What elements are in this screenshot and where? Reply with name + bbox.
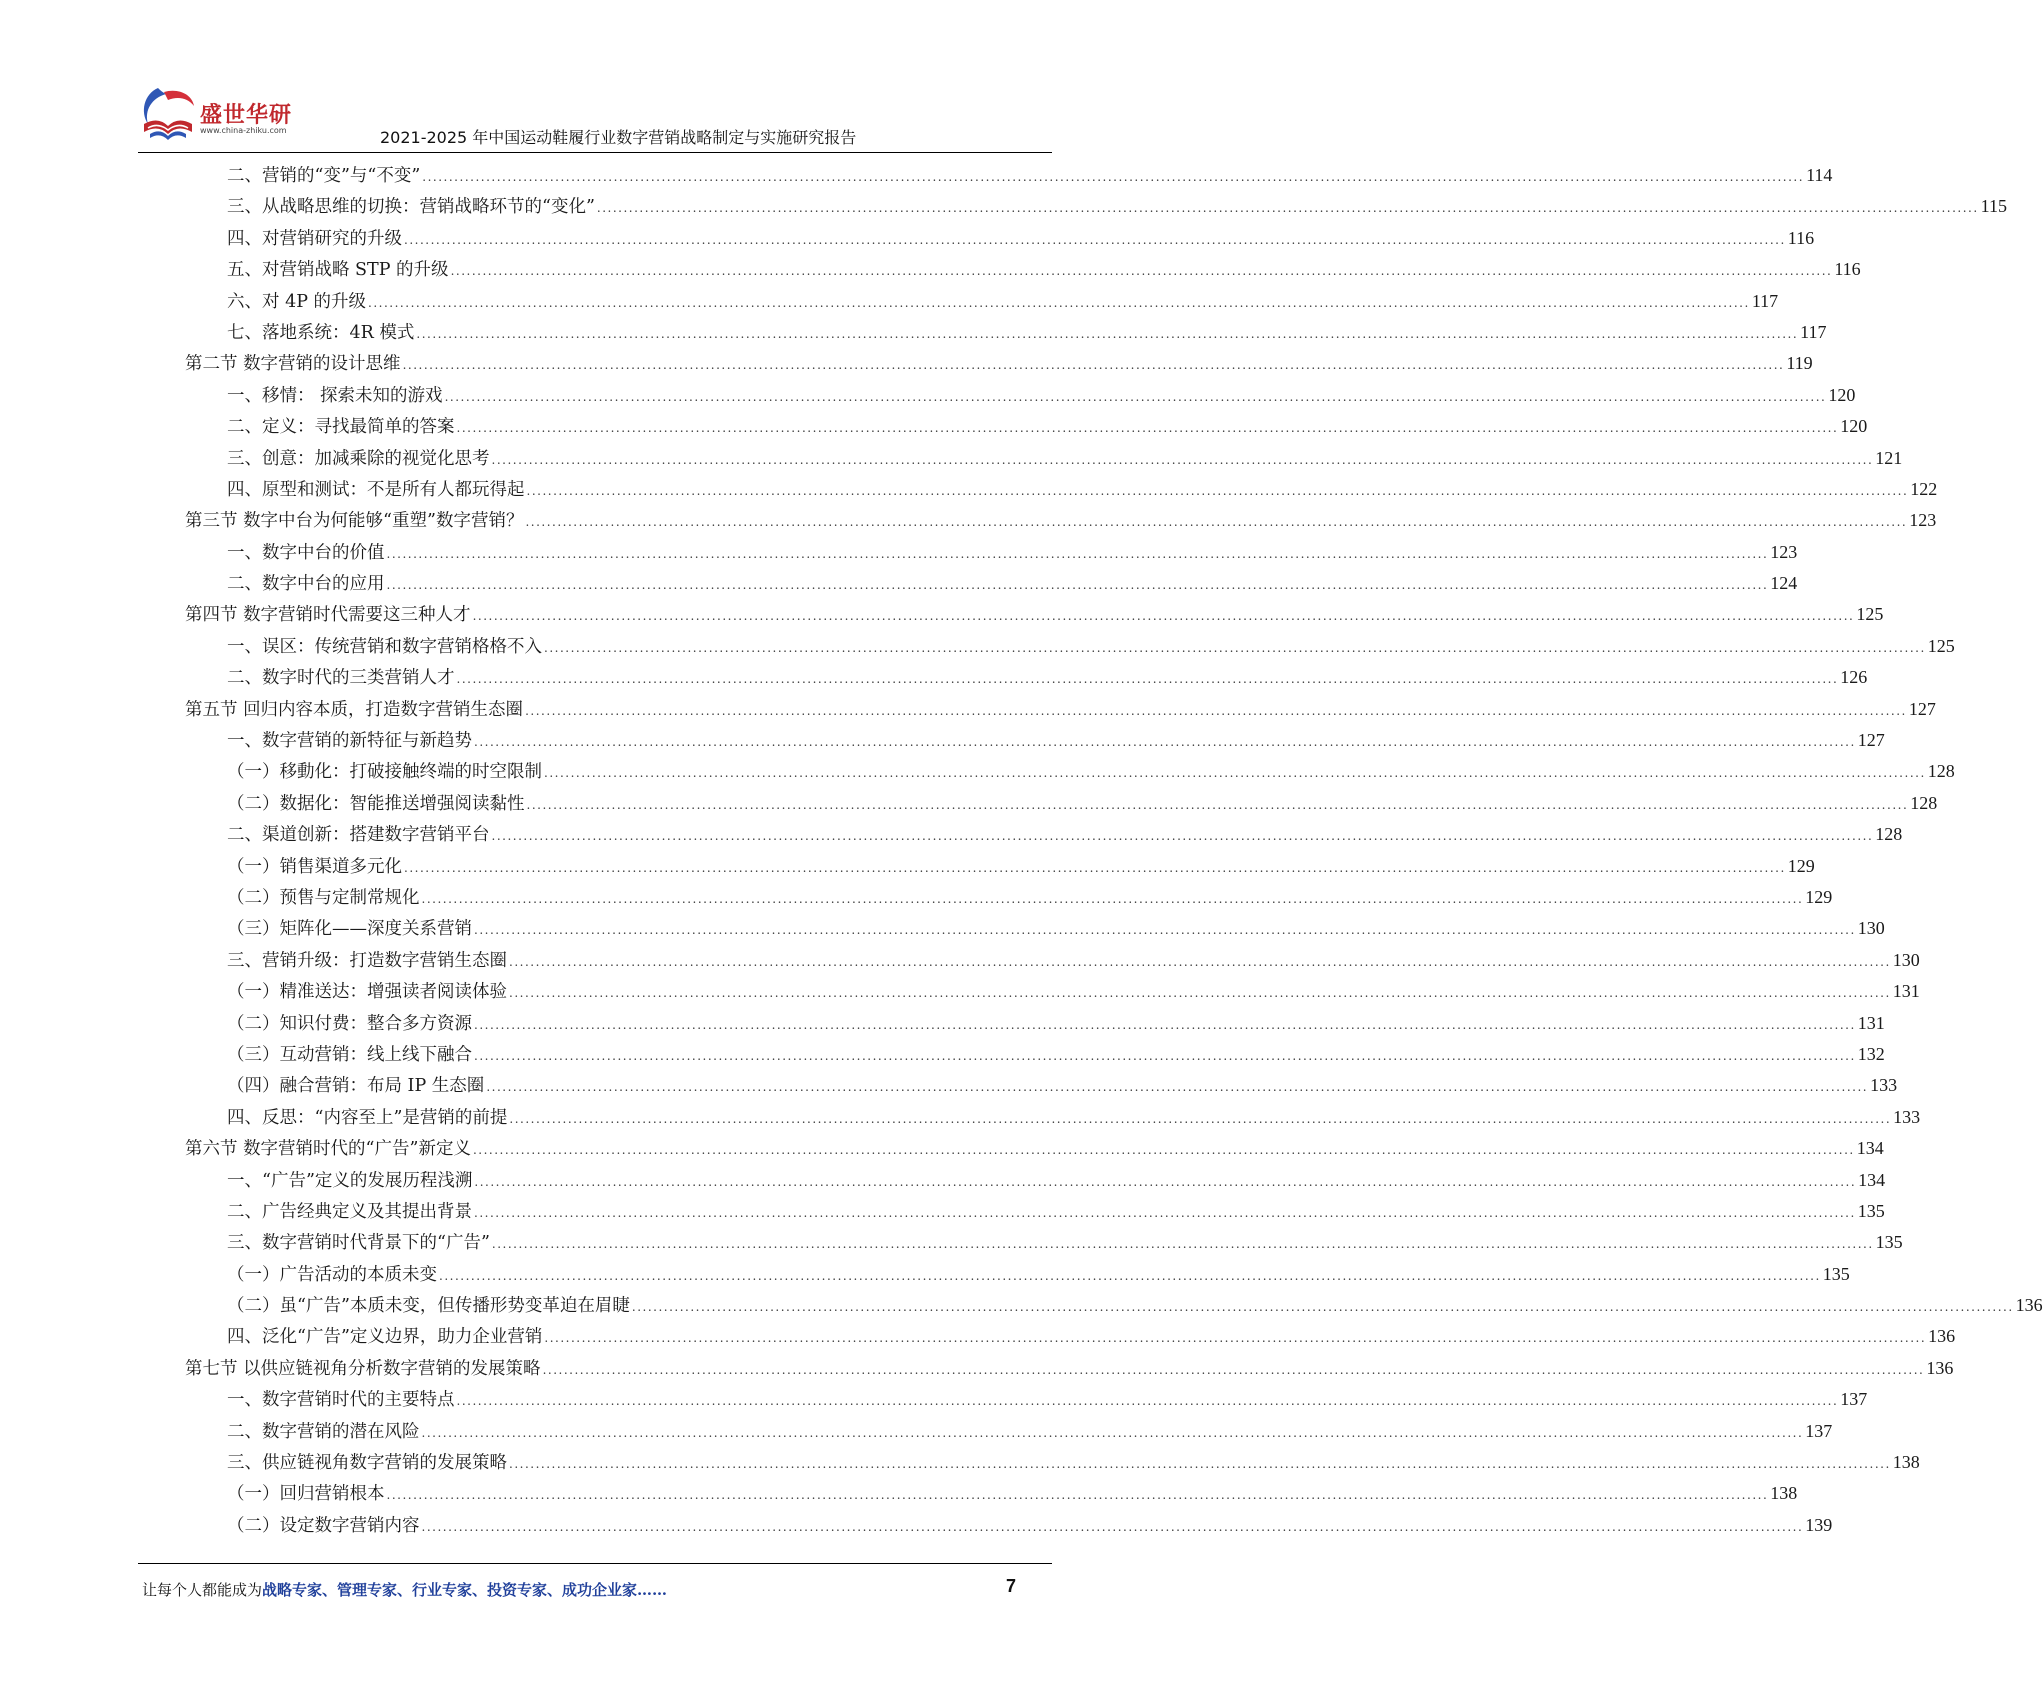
toc-dot-leader: ....................................................................................................................................................................................................................................................................	[544, 766, 1926, 781]
toc-entry-title: （一）回归营销根本	[227, 1484, 385, 1505]
toc-dot-leader: ....................................................................................................................................................................................................................................................................	[386, 578, 1769, 593]
toc-entry-title: 第六节 数字营销时代的“广告”新定义	[185, 1139, 471, 1160]
toc-page-number: 117	[1800, 321, 1827, 342]
toc-entry[interactable]	[185, 1227, 1903, 1258]
toc-dot-leader: ....................................................................................................................................................................................................................................................................	[474, 1174, 1857, 1189]
toc-entry-title: 二、数字时代的三类营销人才	[227, 668, 455, 689]
toc-entry[interactable]	[185, 568, 1798, 599]
toc-dot-leader: ....................................................................................................................................................................................................................................................................	[404, 860, 1786, 875]
toc-dot-leader: ....................................................................................................................................................................................................................................................................	[456, 672, 1839, 687]
toc-dot-leader: ....................................................................................................................................................................................................................................................................	[526, 483, 1909, 498]
toc-entry[interactable]	[185, 1510, 1833, 1541]
toc-entry-title: （一）精准送达：增强读者阅读体验	[227, 982, 507, 1003]
toc-page-number: 134	[1856, 1138, 1884, 1159]
toc-entry[interactable]	[185, 756, 1955, 787]
footer-slogan-highlight: 战略专家、管理专家、行业专家、投资专家、成功企业家……	[262, 1581, 668, 1599]
toc-page-number: 129	[1805, 886, 1833, 907]
toc-dot-leader: ....................................................................................................................................................................................................................................................................	[421, 891, 1804, 906]
toc-dot-leader: ....................................................................................................................................................................................................................................................................	[474, 923, 1856, 938]
toc-dot-leader: ....................................................................................................................................................................................................................................................................	[544, 640, 1926, 655]
toc-entry[interactable]	[185, 160, 1833, 191]
toc-entry[interactable]	[185, 725, 1885, 756]
toc-page-number: 128	[1875, 824, 1903, 845]
toc-dot-leader: ....................................................................................................................................................................................................................................................................	[491, 452, 1874, 467]
toc-dot-leader: ....................................................................................................................................................................................................................................................................	[421, 1519, 1804, 1534]
toc-page-number: 128	[1910, 792, 1938, 813]
toc-dot-leader: ....................................................................................................................................................................................................................................................................	[486, 1080, 1869, 1095]
toc-page-number: 125	[1927, 635, 1955, 656]
toc-page-number: 135	[1857, 1200, 1885, 1221]
toc-page-number: 116	[1834, 259, 1861, 280]
toc-entry-title: 第五节 回归内容本质，打造数字营销生态圈	[185, 699, 524, 720]
toc-entry-title: 五、对营销战略 STP 的升级	[227, 260, 449, 281]
toc-entry-title: 第七节 以供应链视角分析数字营销的发展策略	[185, 1358, 541, 1379]
toc-page-number: 131	[1857, 1012, 1885, 1033]
toc-entry[interactable]	[185, 662, 1868, 693]
toc-entry-title: 三、从战略思维的切换：营销战略环节的“变化”	[227, 197, 595, 218]
table-of-contents	[185, 160, 2043, 1541]
page-number: 7	[1006, 1576, 1017, 1596]
toc-dot-leader: ....................................................................................................................................................................................................................................................................	[474, 1048, 1856, 1063]
toc-page-number: 133	[1893, 1106, 1921, 1127]
toc-dot-leader: ....................................................................................................................................................................................................................................................................	[525, 515, 1908, 530]
toc-entry[interactable]	[185, 1447, 1920, 1478]
toc-entry-title: 一、数字中台的价值	[227, 542, 385, 563]
toc-dot-leader: ....................................................................................................................................................................................................................................................................	[472, 1143, 1855, 1158]
toc-entry[interactable]	[185, 254, 1861, 285]
toc-section-entry[interactable]	[185, 1133, 1884, 1164]
footer-divider	[138, 1563, 1052, 1564]
toc-entry-title: 三、创意：加减乘除的视觉化思考	[227, 448, 490, 469]
toc-entry-title: 七、落地系统：4R 模式	[227, 322, 415, 343]
toc-entry-title: 二、数字中台的应用	[227, 574, 385, 595]
toc-entry-title: 二、渠道创新：搭建数字营销平台	[227, 825, 490, 846]
toc-page-number: 134	[1858, 1169, 1886, 1190]
toc-dot-leader: ....................................................................................................................................................................................................................................................................	[444, 389, 1827, 404]
toc-page-number: 135	[1822, 1263, 1850, 1284]
toc-dot-leader: ....................................................................................................................................................................................................................................................................	[491, 829, 1874, 844]
toc-dot-leader: ....................................................................................................................................................................................................................................................................	[474, 1205, 1856, 1220]
toc-dot-leader: ....................................................................................................................................................................................................................................................................	[526, 797, 1909, 812]
toc-entry[interactable]	[185, 1259, 1850, 1290]
toc-page-number: 116	[1787, 227, 1815, 248]
toc-page-number: 136	[1928, 1326, 1956, 1347]
toc-entry-title: （二）设定数字营销内容	[227, 1515, 420, 1536]
toc-dot-leader: ....................................................................................................................................................................................................................................................................	[509, 1111, 1892, 1126]
toc-entry-title: 一、“广告”定义的发展历程浅溯	[227, 1170, 473, 1191]
toc-entry-title: 三、营销升级：打造数字营销生态圈	[227, 950, 507, 971]
toc-entry-title: （四）融合营销：布局 IP 生态圈	[227, 1076, 485, 1097]
toc-page-number: 115	[1980, 196, 2008, 217]
toc-page-number: 129	[1787, 855, 1815, 876]
toc-entry[interactable]	[185, 1416, 1833, 1447]
logo-name: 盛世华研	[200, 103, 293, 128]
toc-page-number: 131	[1892, 981, 1920, 1002]
toc-page-number: 127	[1908, 698, 1936, 719]
toc-entry-title: （一）广告活动的本质未变	[227, 1264, 437, 1285]
header-divider	[138, 152, 1052, 153]
toc-entry[interactable]	[185, 913, 1885, 944]
toc-entry-title: （三）矩阵化——深度关系营销	[227, 919, 472, 940]
toc-entry[interactable]	[185, 882, 1833, 913]
toc-page-number: 124	[1770, 573, 1798, 594]
toc-page-number: 121	[1875, 447, 1903, 468]
toc-entry-title: 二、广告经典定义及其提出背景	[227, 1201, 472, 1222]
toc-entry-title: 四、对营销研究的升级	[227, 228, 402, 249]
toc-entry[interactable]	[185, 286, 1779, 317]
toc-dot-leader: ....................................................................................................................................................................................................................................................................	[474, 735, 1856, 750]
toc-entry-title: （二）数据化：智能推送增强阅读黏性	[227, 793, 525, 814]
toc-entry-title: （二）知识付费：整合多方资源	[227, 1013, 472, 1034]
toc-dot-leader: ....................................................................................................................................................................................................................................................................	[544, 1331, 1927, 1346]
toc-dot-leader: ....................................................................................................................................................................................................................................................................	[402, 358, 1785, 373]
toc-entry[interactable]	[185, 443, 1903, 474]
footer-slogan	[142, 1579, 667, 1600]
toc-entry[interactable]	[185, 380, 1856, 411]
toc-page-number: 117	[1751, 290, 1779, 311]
toc-page-number: 130	[1857, 918, 1885, 939]
toc-entry-title: （一）销售渠道多元化	[227, 856, 402, 877]
toc-entry[interactable]	[185, 1008, 1885, 1039]
toc-entry[interactable]	[185, 411, 1868, 442]
toc-page-number: 123	[1909, 510, 1937, 531]
toc-entry[interactable]	[185, 223, 1815, 254]
toc-dot-leader: ....................................................................................................................................................................................................................................................................	[439, 1268, 1821, 1283]
toc-section-entry[interactable]	[185, 1353, 1954, 1384]
toc-dot-leader: ....................................................................................................................................................................................................................................................................	[404, 232, 1786, 247]
toc-dot-leader: ....................................................................................................................................................................................................................................................................	[368, 295, 1750, 310]
toc-entry[interactable]	[185, 317, 1827, 348]
toc-dot-leader: ....................................................................................................................................................................................................................................................................	[422, 170, 1805, 184]
toc-page-number: 122	[1910, 478, 1938, 499]
toc-page-number: 136	[1926, 1357, 1954, 1378]
toc-page-number: 133	[1870, 1075, 1898, 1096]
toc-page-number: 123	[1770, 541, 1798, 562]
logo-url: www.china-zhiku.com	[200, 126, 287, 135]
toc-section-entry[interactable]	[185, 505, 1937, 536]
toc-entry[interactable]	[185, 631, 1955, 662]
footer-slogan-prefix: 让每个人都能成为	[142, 1581, 263, 1599]
toc-entry[interactable]	[185, 1165, 1886, 1196]
toc-page-number: 136	[2015, 1295, 2043, 1316]
book-logo-icon	[138, 84, 198, 146]
toc-dot-leader: ....................................................................................................................................................................................................................................................................	[386, 546, 1769, 561]
toc-entry-title: 二、营销的“变”与“不变”	[227, 166, 421, 186]
toc-entry-title: 四、反思：“内容至上”是营销的前提	[227, 1107, 508, 1128]
toc-dot-leader: ....................................................................................................................................................................................................................................................................	[509, 986, 1891, 1001]
toc-dot-leader: ....................................................................................................................................................................................................................................................................	[386, 1488, 1769, 1503]
toc-section-entry[interactable]	[185, 599, 1884, 630]
toc-page-number: 127	[1857, 730, 1885, 751]
toc-entry-title: （二）虽“广告”本质未变，但传播形势变革迫在眉睫	[227, 1296, 630, 1317]
toc-dot-leader: ....................................................................................................................................................................................................................................................................	[509, 954, 1891, 969]
toc-dot-leader: ....................................................................................................................................................................................................................................................................	[491, 1237, 1874, 1252]
report-title: 2021-2025 年中国运动鞋履行业数字营销战略制定与实施研究报告	[380, 128, 857, 147]
toc-dot-leader: ....................................................................................................................................................................................................................................................................	[416, 326, 1799, 341]
toc-page-number: 138	[1892, 1452, 1920, 1473]
toc-entry[interactable]	[185, 1102, 1921, 1133]
toc-page-number: 126	[1840, 667, 1868, 688]
toc-entry-title: 第二节 数字营销的设计思维	[185, 354, 401, 375]
toc-entry-title: 一、数字营销的新特征与新趋势	[227, 731, 472, 752]
toc-entry[interactable]	[185, 851, 1815, 882]
toc-page-number: 128	[1927, 761, 1955, 782]
toc-entry-title: 第四节 数字营销时代需要这三种人才	[185, 605, 471, 626]
toc-entry[interactable]	[185, 1070, 1898, 1101]
toc-entry[interactable]	[185, 1196, 1885, 1227]
toc-entry-title: 三、供应链视角数字营销的发展策略	[227, 1453, 507, 1474]
toc-page-number: 114	[1806, 165, 1833, 185]
toc-entry-title: （二）预售与定制常规化	[227, 887, 420, 908]
toc-entry-title: 三、数字营销时代背景下的“广告”	[227, 1233, 490, 1254]
toc-page-number: 130	[1892, 949, 1920, 970]
toc-entry[interactable]	[185, 1321, 1956, 1352]
toc-entry[interactable]	[185, 945, 1920, 976]
toc-page-number: 125	[1856, 604, 1884, 625]
toc-entry-title: 二、定义：寻找最简单的答案	[227, 417, 455, 438]
toc-entry-title: 四、泛化“广告”定义边界，助力企业营销	[227, 1327, 543, 1348]
toc-dot-leader: ....................................................................................................................................................................................................................................................................	[474, 1017, 1856, 1032]
toc-page-number: 137	[1805, 1420, 1833, 1441]
toc-entry[interactable]	[185, 191, 2008, 222]
toc-entry[interactable]	[185, 1290, 2043, 1321]
toc-entry-title: （三）互动营销：线上线下融合	[227, 1044, 472, 1065]
toc-dot-leader: ....................................................................................................................................................................................................................................................................	[421, 1425, 1804, 1440]
toc-entry[interactable]	[185, 1039, 1885, 1070]
toc-page-number: 119	[1786, 353, 1813, 374]
toc-entry[interactable]	[185, 1384, 1868, 1415]
toc-page-number: 120	[1828, 384, 1856, 405]
toc-section-entry[interactable]	[185, 348, 1813, 379]
toc-dot-leader: ....................................................................................................................................................................................................................................................................	[456, 421, 1839, 436]
toc-entry-title: 四、原型和测试：不是所有人都玩得起	[227, 479, 525, 500]
toc-page-number: 135	[1875, 1232, 1903, 1253]
toc-page-number: 120	[1840, 416, 1868, 437]
toc-dot-leader: ....................................................................................................................................................................................................................................................................	[596, 201, 1979, 216]
toc-entry-title: （一）移動化：打破接触终端的时空限制	[227, 762, 542, 783]
toc-entry[interactable]	[185, 537, 1798, 568]
toc-entry[interactable]	[185, 819, 1903, 850]
company-logo	[138, 84, 303, 150]
toc-entry-title: 一、移情： 探索未知的游戏	[227, 385, 443, 406]
toc-entry-title: 一、数字营销时代的主要特点	[227, 1390, 455, 1411]
toc-dot-leader: ....................................................................................................................................................................................................................................................................	[631, 1300, 2014, 1315]
toc-dot-leader: ....................................................................................................................................................................................................................................................................	[509, 1457, 1891, 1472]
toc-page-number: 139	[1805, 1514, 1833, 1535]
toc-page-number: 132	[1857, 1043, 1885, 1064]
toc-entry[interactable]	[185, 1478, 1798, 1509]
toc-section-entry[interactable]	[185, 694, 1936, 725]
toc-entry[interactable]	[185, 976, 1920, 1007]
toc-entry-title: 二、数字营销的潜在风险	[227, 1421, 420, 1442]
toc-dot-leader: ....................................................................................................................................................................................................................................................................	[472, 609, 1855, 624]
toc-dot-leader: ....................................................................................................................................................................................................................................................................	[450, 264, 1833, 279]
toc-entry-title: 第三节 数字中台为何能够“重塑”数字营销？	[185, 511, 524, 532]
toc-page-number: 137	[1840, 1389, 1868, 1410]
toc-page-number: 138	[1770, 1483, 1798, 1504]
toc-entry[interactable]	[185, 474, 1938, 505]
toc-dot-leader: ....................................................................................................................................................................................................................................................................	[456, 1394, 1839, 1409]
toc-dot-leader: ....................................................................................................................................................................................................................................................................	[525, 703, 1907, 718]
toc-dot-leader: ....................................................................................................................................................................................................................................................................	[542, 1362, 1925, 1377]
toc-entry-title: 六、对 4P 的升级	[227, 291, 367, 312]
toc-entry[interactable]	[185, 788, 1938, 819]
toc-entry-title: 一、误区：传统营销和数字营销格格不入	[227, 636, 542, 657]
